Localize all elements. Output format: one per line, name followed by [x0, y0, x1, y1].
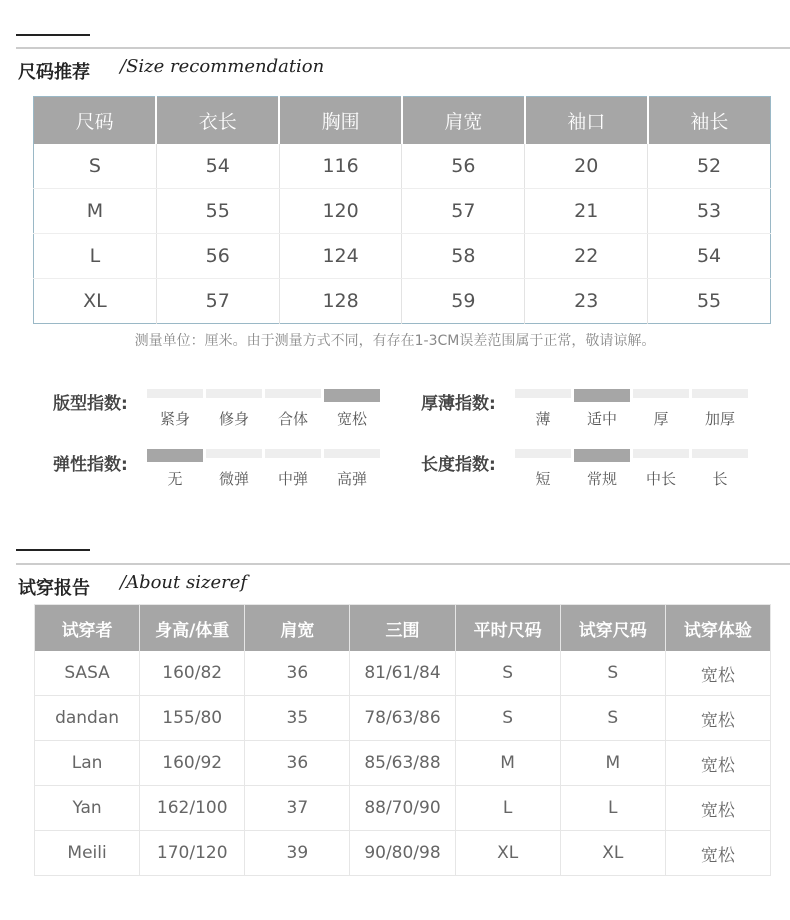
size-col-header: 衣长: [156, 97, 279, 145]
size-cell: 128: [279, 279, 402, 324]
try-cell: 宽松: [665, 651, 770, 696]
try-cell: 155/80: [140, 696, 245, 741]
index-option: [633, 449, 689, 489]
try-table-row: [35, 651, 771, 696]
try-table-row: [35, 696, 771, 741]
try-cell: Lan: [35, 741, 140, 786]
elasticity-index-scale: [147, 449, 383, 489]
try-cell: 宽松: [665, 696, 770, 741]
index-option-label: 加厚: [704, 410, 735, 428]
fit-index-scale: [147, 389, 383, 429]
try-cell: XL: [560, 831, 665, 876]
try-cell: 35: [245, 696, 350, 741]
try-table-row: [35, 786, 771, 831]
try-table-row: [35, 831, 771, 876]
size-table-header-row: [34, 97, 771, 145]
fit-index-label: 版型指数:: [53, 394, 128, 414]
index-option-label: 高弹: [336, 470, 367, 488]
size-cell: 52: [648, 144, 771, 189]
try-table-header-row: [35, 605, 771, 652]
index-option: [147, 449, 203, 489]
size-cell: 55: [156, 189, 279, 234]
index-option: [265, 449, 321, 489]
size-col-header: 尺码: [34, 97, 157, 145]
index-option: [574, 449, 630, 489]
index-option-label: 中弹: [277, 470, 308, 488]
try-cell: 88/70/90: [350, 786, 455, 831]
try-cell: 160/92: [140, 741, 245, 786]
size-col-header: 袖长: [648, 97, 771, 145]
size-table-row: [34, 279, 771, 324]
try-cell: L: [455, 786, 560, 831]
index-option-label: 无: [167, 470, 183, 488]
index-option: [206, 389, 262, 429]
try-cell: 宽松: [665, 831, 770, 876]
length-index-scale: [515, 449, 751, 489]
try-col-header: 三围: [350, 605, 455, 652]
index-option: [206, 449, 262, 489]
index-option: [692, 389, 748, 429]
try-cell: 162/100: [140, 786, 245, 831]
section-divider: [16, 47, 790, 49]
size-cell: 54: [648, 234, 771, 279]
size-table-row: [34, 234, 771, 279]
index-option: [324, 449, 380, 489]
index-bar: [515, 389, 571, 398]
try-cell: 170/120: [140, 831, 245, 876]
try-col-header: 平时尺码: [455, 605, 560, 652]
try-cell: S: [560, 651, 665, 696]
size-section-title: 尺码推荐: [18, 62, 90, 83]
index-option-label: 短: [535, 470, 551, 488]
index-bar: [265, 389, 321, 398]
try-col-header: 试穿尺码: [560, 605, 665, 652]
try-cell: 36: [245, 741, 350, 786]
try-cell: 宽松: [665, 786, 770, 831]
try-cell: 160/82: [140, 651, 245, 696]
measurement-note: 测量单位：厘米。由于测量方式不同，有存在1-3CM误差范围属于正常，敬请谅解。: [134, 333, 656, 349]
try-cell: 宽松: [665, 741, 770, 786]
index-bar-selected: [574, 449, 630, 462]
section-divider-accent: [16, 549, 90, 551]
index-option-label: 修身: [218, 410, 249, 428]
size-cell: 59: [402, 279, 525, 324]
size-col-header: 袖口: [525, 97, 648, 145]
size-cell: 57: [156, 279, 279, 324]
index-bar-selected: [324, 389, 380, 402]
size-table-row: [34, 189, 771, 234]
size-col-header: 胸围: [279, 97, 402, 145]
index-option-label: 薄: [535, 410, 551, 428]
thickness-index-scale: [515, 389, 751, 429]
index-option-label: 合体: [277, 410, 308, 428]
try-cell: 90/80/98: [350, 831, 455, 876]
try-cell: Meili: [35, 831, 140, 876]
index-bar: [515, 449, 571, 458]
size-cell: 22: [525, 234, 648, 279]
size-cell: 124: [279, 234, 402, 279]
try-cell: 36: [245, 651, 350, 696]
try-col-header: 肩宽: [245, 605, 350, 652]
try-cell: 39: [245, 831, 350, 876]
elasticity-index-label: 弹性指数:: [53, 455, 128, 475]
index-option: [324, 389, 380, 429]
index-option-label: 厚: [653, 410, 669, 428]
index-option: [633, 389, 689, 429]
try-cell: 81/61/84: [350, 651, 455, 696]
index-option: [692, 449, 748, 489]
index-option-label: 宽松: [336, 410, 367, 428]
size-cell: 20: [525, 144, 648, 189]
size-cell: 57: [402, 189, 525, 234]
try-cell: S: [455, 651, 560, 696]
index-option: [515, 449, 571, 489]
size-cell: XL: [34, 279, 157, 324]
index-option-label: 适中: [586, 410, 617, 428]
try-cell: 37: [245, 786, 350, 831]
index-option-label: 微弹: [218, 470, 249, 488]
index-bar: [206, 389, 262, 398]
try-cell: SASA: [35, 651, 140, 696]
try-table-row: [35, 741, 771, 786]
try-cell: S: [455, 696, 560, 741]
try-col-header: 身高/体重: [140, 605, 245, 652]
index-option: [265, 389, 321, 429]
index-bar: [265, 449, 321, 458]
size-cell: M: [34, 189, 157, 234]
index-option-label: 中长: [645, 470, 676, 488]
size-cell: 21: [525, 189, 648, 234]
size-table-row: [34, 144, 771, 189]
index-bar: [633, 449, 689, 458]
index-bar: [324, 449, 380, 458]
index-bar: [692, 449, 748, 458]
size-table: [33, 96, 771, 324]
try-cell: 85/63/88: [350, 741, 455, 786]
try-cell: Yan: [35, 786, 140, 831]
index-option-label: 紧身: [159, 410, 190, 428]
length-index-label: 长度指数:: [421, 455, 496, 475]
try-cell: M: [455, 741, 560, 786]
try-cell: XL: [455, 831, 560, 876]
index-option-label: 常规: [586, 470, 617, 488]
size-cell: 56: [402, 144, 525, 189]
size-cell: 116: [279, 144, 402, 189]
section-divider-accent: [16, 34, 90, 36]
index-bar-selected: [147, 449, 203, 462]
size-cell: L: [34, 234, 157, 279]
index-option: [147, 389, 203, 429]
index-bar: [692, 389, 748, 398]
try-on-table: [34, 604, 771, 876]
index-option-label: 长: [712, 470, 728, 488]
size-cell: 58: [402, 234, 525, 279]
try-section-subtitle: /About sizeref: [120, 572, 248, 593]
try-cell: S: [560, 696, 665, 741]
index-bar: [147, 389, 203, 398]
index-bar: [633, 389, 689, 398]
try-col-header: 试穿体验: [665, 605, 770, 652]
size-cell: 54: [156, 144, 279, 189]
try-cell: M: [560, 741, 665, 786]
size-cell: 53: [648, 189, 771, 234]
index-option: [515, 389, 571, 429]
index-bar: [206, 449, 262, 458]
try-cell: 78/63/86: [350, 696, 455, 741]
index-option: [574, 389, 630, 429]
size-cell: 23: [525, 279, 648, 324]
size-section-subtitle: /Size recommendation: [120, 56, 325, 77]
size-col-header: 肩宽: [402, 97, 525, 145]
try-section-title: 试穿报告: [18, 578, 90, 599]
try-cell: dandan: [35, 696, 140, 741]
size-cell: 56: [156, 234, 279, 279]
try-cell: L: [560, 786, 665, 831]
try-col-header: 试穿者: [35, 605, 140, 652]
size-cell: 120: [279, 189, 402, 234]
section-divider: [16, 563, 790, 565]
index-bar-selected: [574, 389, 630, 402]
size-cell: 55: [696, 290, 722, 312]
thickness-index-label: 厚薄指数:: [421, 394, 496, 414]
size-cell: S: [34, 144, 157, 189]
